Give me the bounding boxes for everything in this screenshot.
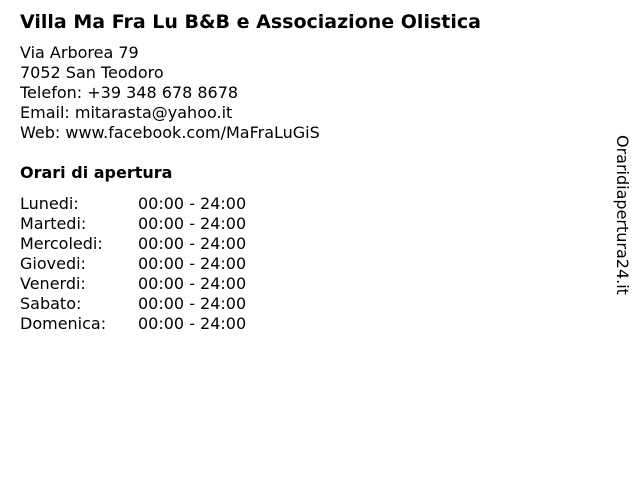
hours-row-thursday: [20, 254, 280, 274]
time-range: 00:00 - 24:00: [138, 294, 247, 313]
business-name: Villa Ma Fra Lu B&B e Associazione Olistica: [20, 11, 481, 33]
hours-row-monday: [20, 194, 280, 214]
hours-row-tuesday: [20, 214, 280, 234]
day-label: Venerdi:: [20, 274, 86, 293]
day-label: Martedi:: [20, 214, 87, 233]
email-line: Email: mitarasta@yahoo.it: [20, 103, 233, 122]
time-range: 00:00 - 24:00: [138, 274, 247, 293]
hours-heading: Orari di apertura: [20, 163, 173, 182]
day-label: Giovedi:: [20, 254, 86, 273]
time-range: 00:00 - 24:00: [138, 314, 247, 333]
day-label: Domenica:: [20, 314, 107, 333]
time-range: 00:00 - 24:00: [138, 214, 247, 233]
hours-row-wednesday: [20, 234, 280, 254]
contact-info: [20, 43, 320, 143]
hours-row-friday: [20, 274, 280, 294]
hours-row-sunday: [20, 314, 280, 334]
opening-hours-list: [20, 194, 280, 334]
address-line: Via Arborea 79: [20, 43, 139, 62]
time-range: 00:00 - 24:00: [138, 234, 247, 253]
city-line: 7052 San Teodoro: [20, 63, 164, 82]
hours-row-saturday: [20, 294, 280, 314]
time-range: 00:00 - 24:00: [138, 194, 247, 213]
time-range: 00:00 - 24:00: [138, 254, 247, 273]
day-label: Sabato:: [20, 294, 82, 313]
phone-line: Telefon: +39 348 678 8678: [20, 83, 239, 102]
day-label: Lunedi:: [20, 194, 79, 213]
web-line: Web: www.facebook.com/MaFraLuGiS: [20, 123, 320, 142]
day-label: Mercoledi:: [20, 234, 103, 253]
site-brand-vertical: Oraridiapertura24.it: [613, 135, 632, 295]
